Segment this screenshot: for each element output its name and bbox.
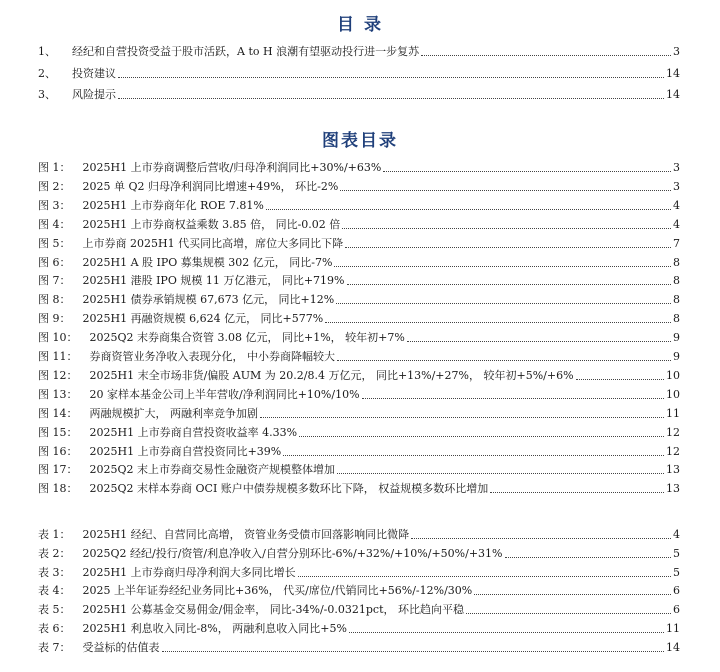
table-entry-title[interactable]: 2025Q2 经纪/投行/资管/利息净收入/自营分别环比-6%/+32%/+10%/+50%/+31% bbox=[82, 546, 503, 560]
table-entry[interactable] bbox=[38, 620, 680, 637]
figure-entry-number: 图 10： bbox=[38, 331, 78, 345]
toc-entry-page[interactable]: 14 bbox=[666, 66, 680, 80]
table-entry-title[interactable]: 2025H1 经纪、自营同比高增， 资管业务受债市回落影响同比微降 bbox=[82, 528, 410, 541]
figure-entry-title[interactable]: 2025H1 上市券商调整后营收/归母净利润同比+30%/+63% bbox=[82, 161, 382, 174]
dot-leader bbox=[325, 322, 671, 323]
toc-entry-number: 2、 bbox=[38, 66, 56, 80]
figure-entry-number: 图 9： bbox=[38, 312, 71, 326]
toc-entry[interactable] bbox=[38, 43, 680, 60]
figure-entry-page[interactable]: 3 bbox=[673, 161, 680, 174]
figure-entry-page[interactable]: 12 bbox=[666, 444, 680, 458]
figure-entry-title[interactable]: 2025H1 上市券商权益乘数 3.85 倍， 同比-0.02 倍 bbox=[82, 217, 341, 231]
figure-entry-title[interactable]: 2025H1 上市券商年化 ROE 7.81% bbox=[82, 198, 264, 212]
figure-entry[interactable] bbox=[38, 272, 680, 289]
table-entry-page[interactable]: 5 bbox=[673, 546, 680, 560]
dot-leader bbox=[299, 436, 664, 437]
toc-entry[interactable] bbox=[38, 65, 680, 82]
figure-entry[interactable] bbox=[38, 235, 680, 252]
figure-entry[interactable] bbox=[38, 178, 680, 195]
table-entry[interactable] bbox=[38, 526, 680, 543]
figure-entry-title[interactable]: 2025H1 上市券商自营投资收益率 4.33% bbox=[89, 425, 298, 439]
toc-entry-number: 3、 bbox=[38, 88, 56, 101]
table-entry-page[interactable]: 4 bbox=[673, 528, 680, 541]
figure-entry-page[interactable]: 13 bbox=[666, 482, 680, 496]
toc-entry-title[interactable]: 经纪和自营投资受益于股市活跃，A to H 浪潮有望驱动投行进一步复苏 bbox=[72, 45, 420, 58]
figure-entry-title[interactable]: 两融规模扩大， 两融利率竞争加剧 bbox=[89, 406, 258, 420]
toc-entry-title[interactable]: 投资建议 bbox=[72, 66, 116, 80]
dot-leader bbox=[340, 190, 671, 191]
table-entry-page[interactable]: 6 bbox=[673, 603, 680, 617]
figure-entry-page[interactable]: 10 bbox=[666, 387, 680, 401]
figure-entry[interactable] bbox=[38, 159, 680, 176]
dot-leader bbox=[362, 398, 664, 399]
dot-leader bbox=[576, 379, 664, 380]
figure-entry-title[interactable]: 2025Q2 末上市券商交易性金融资产规模整体增加 bbox=[89, 463, 336, 477]
dot-leader bbox=[474, 594, 671, 595]
table-entry-page[interactable]: 11 bbox=[666, 622, 680, 635]
dot-leader bbox=[347, 284, 672, 285]
figure-entry-page[interactable]: 13 bbox=[666, 463, 680, 477]
figure-entry-page[interactable]: 4 bbox=[673, 217, 680, 231]
figure-entry-number: 图 16： bbox=[38, 444, 78, 458]
figure-entry[interactable] bbox=[38, 197, 680, 214]
figure-entry-page[interactable]: 12 bbox=[666, 425, 680, 439]
table-entry-number: 表 7： bbox=[38, 640, 71, 654]
table-entry[interactable] bbox=[38, 601, 680, 618]
dot-leader bbox=[337, 473, 664, 474]
dot-leader bbox=[345, 247, 671, 248]
figure-entry-page[interactable]: 9 bbox=[673, 331, 680, 345]
figure-entry-number: 图 5： bbox=[38, 236, 71, 250]
dot-leader bbox=[383, 171, 671, 172]
dot-leader bbox=[505, 557, 672, 558]
figure-entry-title[interactable]: 上市券商 2025H1 代买同比高增，席位大多同比下降 bbox=[82, 236, 344, 250]
figure-entry-page[interactable]: 10 bbox=[666, 368, 680, 382]
figure-entry[interactable] bbox=[38, 443, 680, 460]
dot-leader bbox=[336, 303, 671, 304]
dot-leader bbox=[466, 613, 671, 614]
figure-entry-number: 图 17： bbox=[38, 463, 78, 477]
figure-entry-number: 图 1： bbox=[38, 161, 71, 174]
table-entry-title[interactable]: 2025H1 上市券商归母净利润大多同比增长 bbox=[82, 565, 296, 579]
figure-entry[interactable] bbox=[38, 461, 680, 478]
figure-entry-page[interactable]: 7 bbox=[673, 236, 680, 250]
figure-entry-number: 图 8： bbox=[38, 293, 71, 307]
figure-entry-title[interactable]: 20 家样本基金公司上半年营收/净利润同比+10%/10% bbox=[89, 387, 360, 401]
table-entry-number: 表 4： bbox=[38, 584, 71, 598]
figure-entry-number: 图 14： bbox=[38, 406, 78, 420]
table-entry[interactable] bbox=[38, 564, 680, 581]
toc-entry-number: 1、 bbox=[38, 45, 56, 58]
toc-entry[interactable] bbox=[38, 86, 680, 103]
table-entry[interactable] bbox=[38, 582, 680, 599]
table-entry[interactable] bbox=[38, 545, 680, 562]
dot-leader bbox=[349, 632, 664, 633]
figure-entry-number: 图 4： bbox=[38, 217, 71, 231]
dot-leader bbox=[334, 266, 671, 267]
figure-entry-page[interactable]: 8 bbox=[673, 255, 680, 269]
table-entry-title[interactable]: 2025H1 公募基金交易佣金/佣金率， 同比-34%/-0.0321pct， 环比趋向平稳 bbox=[82, 603, 464, 617]
figure-entry-number: 图 3： bbox=[38, 198, 71, 212]
dot-leader bbox=[260, 417, 664, 418]
toc-entry-page[interactable]: 3 bbox=[673, 45, 680, 58]
table-entry-page[interactable]: 6 bbox=[673, 584, 680, 598]
figure-entry-page[interactable]: 3 bbox=[673, 179, 680, 193]
figure-entry[interactable] bbox=[38, 348, 680, 365]
dot-leader bbox=[342, 228, 671, 229]
figure-entry-number: 图 11： bbox=[38, 350, 78, 363]
figure-entry-title[interactable]: 2025 单 Q2 归母净利润同比增速+49%， 环比-2% bbox=[82, 179, 339, 193]
dot-leader bbox=[266, 209, 671, 210]
table-entry-page[interactable]: 5 bbox=[673, 565, 680, 579]
table-entry-number: 表 2： bbox=[38, 546, 71, 560]
figure-entry-number: 图 2： bbox=[38, 179, 71, 193]
figure-entry[interactable] bbox=[38, 367, 680, 384]
figure-entry-title[interactable]: 2025H1 末全市场非货/偏股 AUM 为 20.2/8.4 万亿元， 同比+13%/+27%， 较年初+5%/+6% bbox=[89, 368, 574, 382]
figure-entry-page[interactable]: 11 bbox=[666, 406, 680, 420]
figure-entry-number: 图 18： bbox=[38, 482, 78, 496]
dot-leader bbox=[118, 98, 664, 99]
dot-leader bbox=[283, 455, 664, 456]
figure-entry-title[interactable]: 2025H1 债券承销规模 67,673 亿元， 同比+12% bbox=[82, 293, 335, 307]
figure-entry-page[interactable]: 9 bbox=[673, 350, 680, 363]
figure-entry-title[interactable]: 2025H1 上市券商自营投资同比+39% bbox=[89, 444, 282, 458]
figure-entry[interactable] bbox=[38, 291, 680, 308]
figure-entry-number: 图 7： bbox=[38, 274, 71, 288]
figures-title: 图表目录 bbox=[322, 131, 398, 151]
toc-entry-page[interactable]: 14 bbox=[666, 88, 680, 101]
figure-entry-title[interactable]: 2025H1 再融资规模 6,624 亿元， 同比+577% bbox=[82, 312, 324, 326]
dot-leader bbox=[337, 360, 671, 361]
dot-leader bbox=[490, 492, 664, 493]
figure-entry-page[interactable]: 8 bbox=[673, 312, 680, 326]
figure-entry-number: 图 13： bbox=[38, 387, 78, 401]
table-entry-title[interactable]: 2025 上半年证券经纪业务同比+36%， 代买/席位/代销同比+56%/-12%/30% bbox=[82, 584, 473, 598]
figure-entry[interactable] bbox=[38, 216, 680, 233]
table-entry-title[interactable]: 受益标的估值表 bbox=[82, 640, 160, 654]
table-entry-page[interactable]: 14 bbox=[666, 640, 680, 654]
figure-entry[interactable] bbox=[38, 310, 680, 327]
figure-entry-page[interactable]: 4 bbox=[673, 198, 680, 212]
dot-leader bbox=[298, 576, 671, 577]
dot-leader bbox=[421, 55, 671, 56]
dot-leader bbox=[118, 77, 664, 78]
figure-entry-title[interactable]: 2025Q2 末样本券商 OCI 账户中债券规模多数环比下降， 权益规模多数环比增加 bbox=[89, 482, 489, 496]
figure-entry-title[interactable]: 券商资管业务净收入表现分化， 中小券商降幅较大 bbox=[89, 350, 335, 363]
table-entry-number: 表 1： bbox=[38, 528, 71, 541]
figure-entry-title[interactable]: 2025H1 A 股 IPO 募集规模 302 亿元， 同比-7% bbox=[82, 255, 333, 269]
figure-entry-number: 图 6： bbox=[38, 255, 71, 269]
table-entry-number: 表 5： bbox=[38, 603, 71, 617]
figure-entry-title[interactable]: 2025H1 港股 IPO 规模 11 万亿港元， 同比+719% bbox=[82, 274, 345, 288]
dot-leader bbox=[407, 341, 671, 342]
figure-entry[interactable] bbox=[38, 424, 680, 441]
figure-entry[interactable] bbox=[38, 386, 680, 403]
dot-leader bbox=[162, 651, 665, 652]
figure-entry[interactable] bbox=[38, 405, 680, 422]
figure-entry-page[interactable]: 8 bbox=[673, 274, 680, 288]
table-entry[interactable] bbox=[38, 639, 680, 656]
figure-entry[interactable] bbox=[38, 329, 680, 346]
table-entry-number: 表 3： bbox=[38, 565, 71, 579]
figure-entry[interactable] bbox=[38, 254, 680, 271]
figure-entry-title[interactable]: 2025Q2 末券商集合资管 3.08 亿元， 同比+1%， 较年初+7% bbox=[89, 331, 405, 345]
table-entry-number: 表 6： bbox=[38, 622, 71, 635]
figure-entry[interactable] bbox=[38, 480, 680, 497]
toc-entry-title[interactable]: 风险提示 bbox=[72, 88, 116, 101]
toc-title: 目 录 bbox=[337, 15, 383, 35]
figure-entry-page[interactable]: 8 bbox=[673, 293, 680, 307]
dot-leader bbox=[411, 538, 671, 539]
table-entry-title[interactable]: 2025H1 利息收入同比-8%， 两融利息收入同比+5% bbox=[82, 622, 347, 635]
figure-entry-number: 图 15： bbox=[38, 425, 78, 439]
figure-entry-number: 图 12： bbox=[38, 368, 78, 382]
